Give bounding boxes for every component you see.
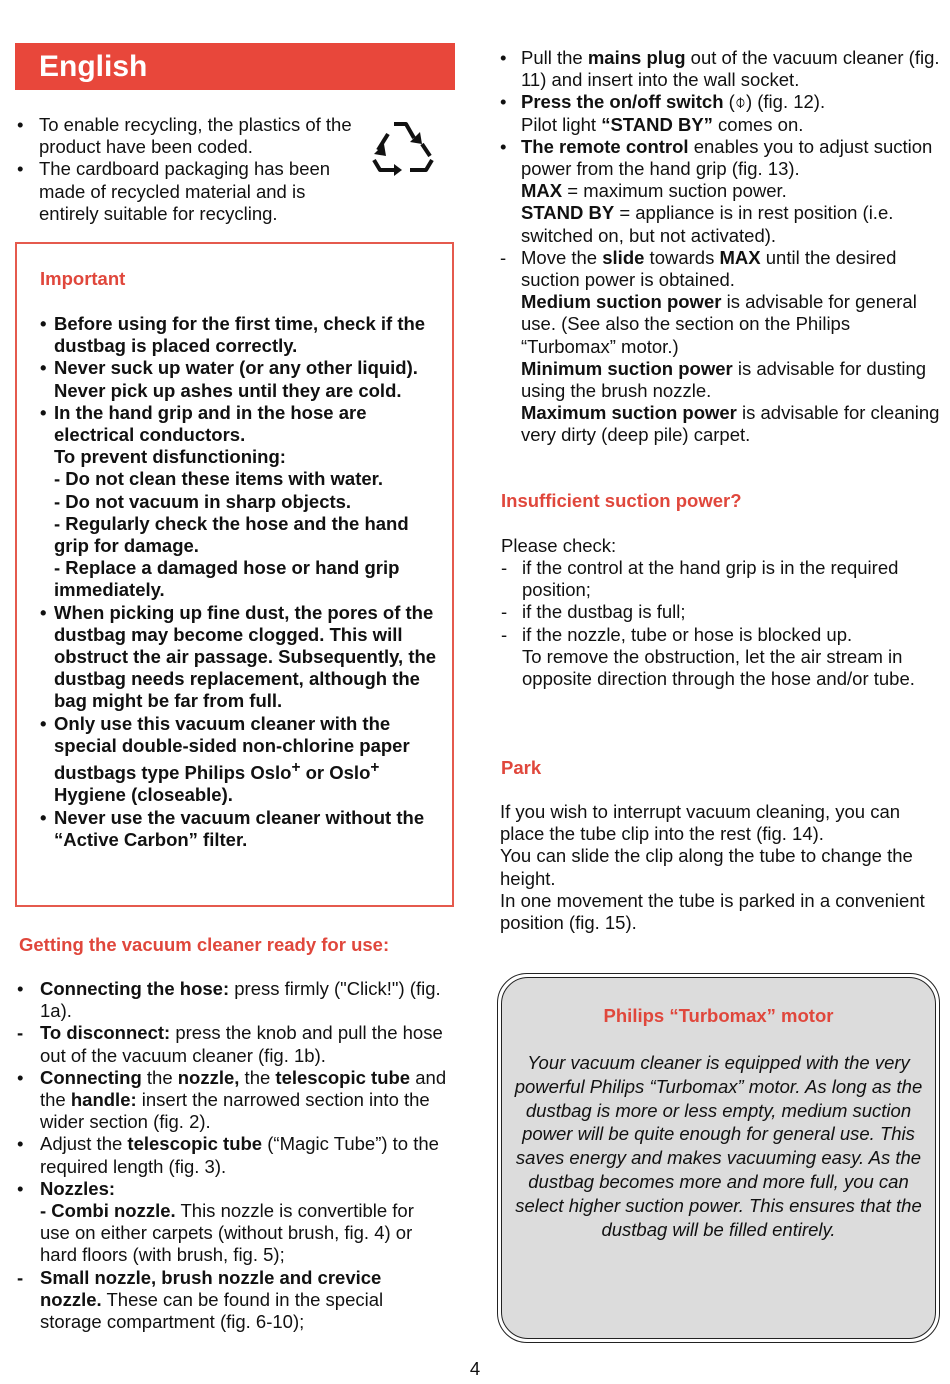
insufficient-lead: Please check:	[501, 535, 617, 556]
list-item: • Connecting the nozzle, the telescopic tube and the handle: insert the narrowed section into the wider section (fig. 2).	[17, 1066, 447, 1133]
operation-list	[500, 47, 940, 447]
language-banner	[15, 43, 455, 90]
list-item: - Small nozzle, brush nozzle and crevice nozzle. These can be found in the special storage compartment (fig. 6-10);	[17, 1266, 384, 1333]
list-item: - if the nozzle, tube or hose is blocked up. To remove the obstruction, let the air stream in opposite direction through the hose and/or tube.	[501, 623, 915, 690]
ready-list	[17, 978, 447, 1333]
turbomax-text: Your vacuum cleaner is equipped with the very powerful Philips “Turbomax” motor. As long as the dustbag is more or less empty, medium suction power will be quite enough for general use. This saves energy and makes vacuuming easy. As the dustbag becomes more and more full, you can select higher suction power. This ensures that the dustbag will be filled entirely.	[514, 1052, 923, 1240]
park-title: Park	[501, 757, 542, 778]
list-item: • Press the on/off switch (⌽) (fig. 12). Pilot light “STAND BY” comes on.	[500, 91, 826, 135]
list-item: - if the dustbag is full;	[501, 601, 686, 623]
page-number: 4	[469, 1358, 481, 1379]
language-title: English	[39, 50, 148, 83]
important-title: Important	[40, 268, 126, 289]
list-item: • Never suck up water (or any other liquid). Never pick up ashes until they are cold.	[40, 357, 418, 401]
list-item: • Before using for the first time, check if the dustbag is placed correctly.	[40, 313, 426, 357]
list-item: • The remote control enables you to adjust suction power from the hand grip (fig. 13). MAX = maximum suction power. STAND BY = appliance is in rest position (i.e. switched on, but not activated).	[500, 135, 933, 246]
list-item: - Move the slide towards MAX until the desired suction power is obtained. Medium suction power is advisable for general use. (See also the section on the Philips “Turbomax” motor.) Minimum suction power is advisable for dusting using the brush nozzle. Maximum suction power is advisable for cleaning very dirty (deep pile) carpet.	[500, 246, 940, 446]
list-item: • Connecting the hose: press firmly ("Click!") (fig. 1a).	[17, 978, 441, 1022]
list-item: • Adjust the telescopic tube (“Magic Tube”) to the required length (fig. 3).	[17, 1133, 439, 1177]
insufficient-list	[501, 557, 941, 690]
list-item: • In the hand grip and in the hose are electrical conductors. To prevent disfunctioning: - Do not clean these items with water. - Do not vacuum in sharp objects. - Regularly check the hose and the hand grip for damage. - Replace a damaged hose or hand grip immediately.	[40, 401, 409, 601]
list-item: • To enable recycling, the plastics of the product have been coded.	[17, 114, 352, 158]
insufficient-title: Insufficient suction power?	[501, 490, 742, 511]
list-item: • Pull the mains plug out of the vacuum cleaner (fig. 11) and insert into the wall socket.	[500, 47, 940, 91]
list-item: - if the control at the hand grip is in the required position;	[501, 557, 899, 601]
important-list	[40, 313, 445, 851]
list-item: • The cardboard packaging has been made of recycled material and is entirely suitable for recycling.	[17, 158, 331, 224]
list-item: • Only use this vacuum cleaner with the special double-sided non-chlorine paper dustbags type Philips Oslo+ or Oslo+ Hygiene (closeable).	[40, 712, 410, 806]
list-item: • Nozzles: - Combi nozzle. This nozzle is convertible for use on either carpets (without brush, fig. 4) or hard floors (with brush, fig. 5);	[17, 1177, 414, 1266]
list-item: - To disconnect: press the knob and pull the hose out of the vacuum cleaner (fig. 1b).	[17, 1022, 443, 1066]
turbomax-title: Philips “Turbomax” motor	[603, 1005, 834, 1026]
park-text: If you wish to interrupt vacuum cleaning, you can place the tube clip into the rest (fig. 14). You can slide the clip along the tube to change the height. In one movement the tube is parked in a convenient position (fig. 15).	[500, 801, 925, 934]
list-item: • When picking up fine dust, the pores of the dustbag may become clogged. This will obstruct the air passage. Subsequently, the dustbag needs replacement, although the bag might be far from full.	[40, 601, 437, 712]
list-item: • Never use the vacuum cleaner without the “Active Carbon” filter.	[40, 806, 425, 850]
recycling-list	[17, 114, 367, 225]
recycle-icon	[370, 120, 436, 182]
power-icon: ⌽	[734, 91, 746, 113]
ready-section-title: Getting the vacuum cleaner ready for use:	[19, 934, 390, 955]
